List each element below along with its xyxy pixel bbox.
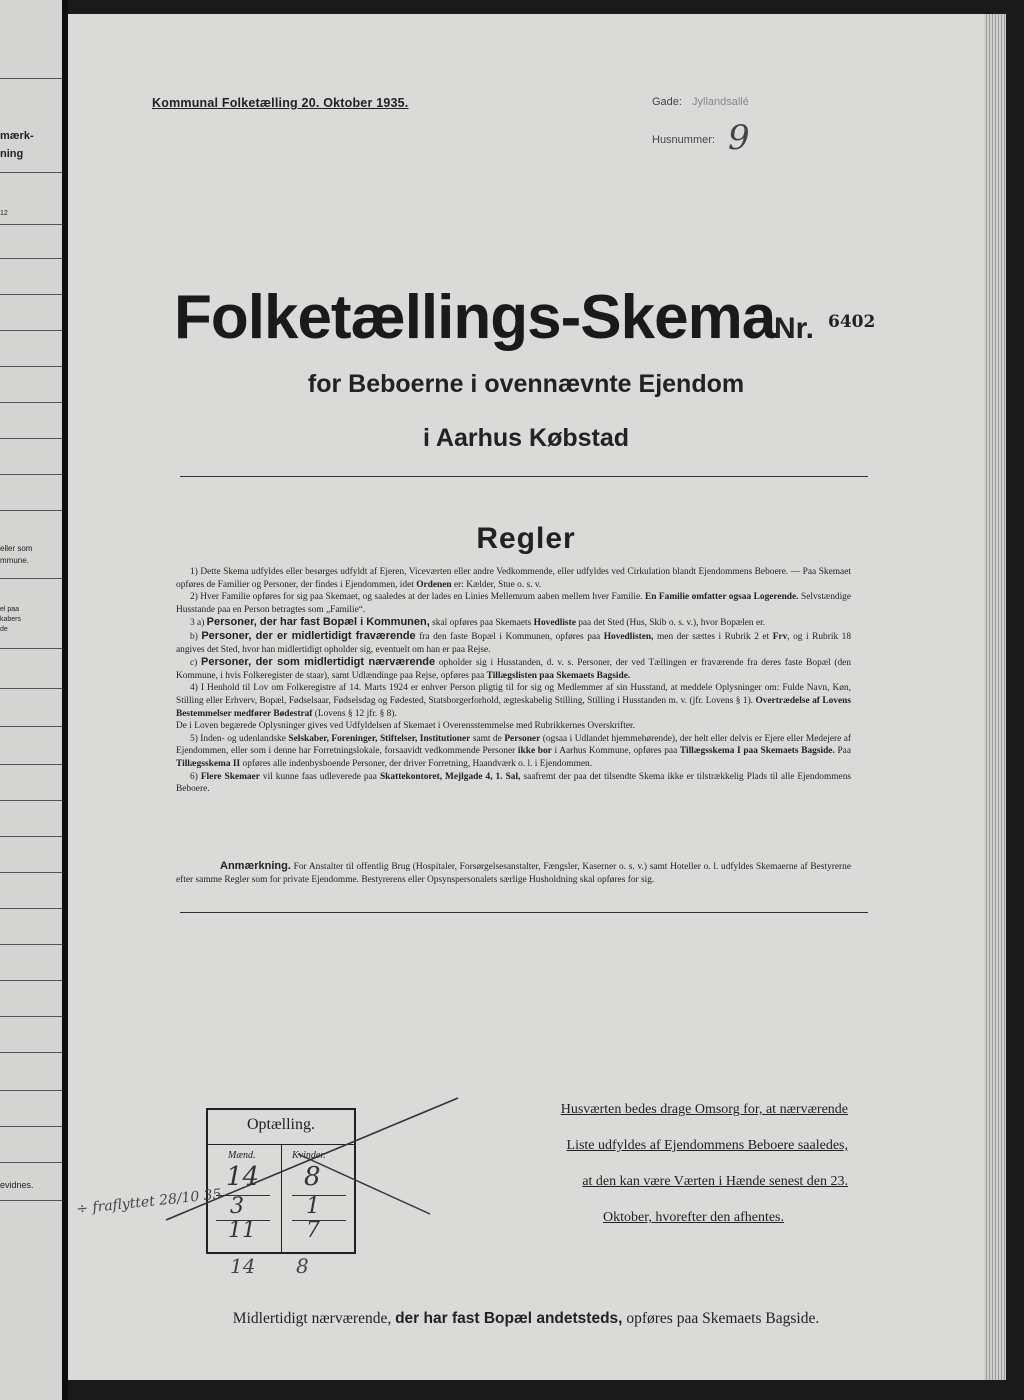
footer-part: Midlertidigt nærværende, [232,1310,392,1327]
house-number-value: 9 [728,118,750,158]
women-column-label: Kvinder. [292,1150,326,1161]
men-count: 11 [228,1218,256,1243]
footer-part: opføres paa Skemaets Bagside. [626,1310,820,1327]
divider [0,764,62,765]
form-subtitle-1: for Beboerne i ovennævnte Ejendom [307,370,745,398]
total-women: 8 [296,1254,309,1278]
divider [180,912,868,913]
left-fragment: evidnes. [0,1180,34,1190]
left-fragment: eller som [0,544,33,553]
form-title: Folketællings-Skema [174,283,776,352]
women-count: 8 [304,1162,321,1192]
previous-page-strip [0,0,62,1400]
handwritten-margin-note: ÷ fraflyttet 28/10 35 [75,1186,223,1218]
divider [0,908,62,909]
divider [0,1126,62,1127]
divider [0,980,62,981]
men-count: 3 [230,1194,244,1219]
left-fragment: ning [0,148,24,160]
divider [0,578,62,579]
instruction-line: Husværten bedes drage Omsorg for, at nærværende [560,1102,848,1117]
rule-4: 4) I Henhold til Lov om Folkeregistre af 14. Marts 1924 er enhver Person pligtig til for sig og Medlemmer af sin Husstand, at meddele Oplysninger om: Fulde Navn, Køn, Stilling eller Erhverv, Bopæl, Fødselsaar, Fødselsdag og Fødested, Statsborgerforhold, ægteskabelig Stilling, Stilling i Husstanden m. v. (jfr. Lovens § 1). Overtrædelse af Lovens Bestemmelser medfører Bødestraf (Lovens § 12 jfr. § 8). De i Loven begærede Oplysninger gives ved Udfyldelsen af Skemaet i Overensstemmelse med Rubrikkernes Overskrifter. [176,683,851,732]
divider [0,944,62,945]
instruction-line: at den kan være Værten i Hænde senest den 23. [582,1174,848,1189]
remark-label: Anmærkning. [220,860,291,872]
women-count: 7 [306,1218,320,1243]
divider [0,800,62,801]
left-fragment: de [0,626,8,633]
divider [0,258,62,259]
men-count: 14 [226,1162,260,1192]
street-label: Gade: [652,96,682,108]
rule-6: 6) Flere Skemaer vil kunne faas udleverede paa Skattekontoret, Mejlgade 4, 1. Sal, saafremt der paa det tilsendte Skema ikke er tilstrækkelig Plads til alle Ejendommens Beboere. [176,771,852,795]
street-value: Jyllandsallé [692,96,749,108]
remark-text: For Anstalter til offentlig Brug (Hospitaler, Forsørgelsesanstalter, Fængsler, Kaserner o. s. v.) samt Hoteller o. l. udfyldes Skemaerne af Bestyrerne efter samme Regler som for private Ejendomme. Bestyrerens eller Opsynspersonalets særlige Husholdning skal opføres for sig. [176,862,852,885]
rule-2: 2) Hver Familie opføres for sig paa Skemaet, og saaledes at der lades en Linies Mellemrum aaben mellem hver Familie. En Familie omfatter ogsaa Logerende. Selvstændige Husstande paa en Person betragtes som „Familie“. [176,592,852,615]
rule-3b: b) Personer, der er midlertidigt fraværende fra den faste Bopæl i Kommunen, opføres paa Hovedlisten, men der sættes i Rubrik 2 et Frv, og i Rubrik 18 angives det Sted, hvor han midlertidigt opholder sig, eventuelt om han er paa Rejse. [176,629,852,655]
footer-part: der har fast Bopæl andetsteds, [395,1310,623,1327]
remark-paragraph [176,860,851,886]
left-fragment: 12 [0,210,8,217]
women-count: 1 [306,1194,320,1219]
divider [0,726,62,727]
divider [0,1090,62,1091]
strike-through-mark [158,1094,468,1264]
divider [0,1162,62,1163]
left-fragment: mmune. [0,556,29,565]
rules-text [176,566,851,796]
form-number-value: 6402 [828,312,876,332]
divider [0,330,62,331]
left-fragment: kabers [0,616,22,623]
left-fragment: el paa [0,606,20,613]
divider [0,474,62,475]
instruction-line: Oktober, hvorefter den afhentes. [603,1210,784,1225]
page-edges [984,14,1006,1380]
form-subtitle-2: i Aarhus Købstad [422,424,630,452]
divider [0,1016,62,1017]
total-men: 14 [230,1254,256,1278]
left-fragment: mærk- [0,130,34,142]
divider [0,1052,62,1053]
rule-5: 5) Inden- og udenlandske Selskaber, Foreninger, Stiftelser, Institutioner samt de Personer (ogsaa i Udlandet hjemmehørende), der helt eller delvis er Ejere eller Medejere af Ejendommen, eller som i denne har Forretningslokale, forsaavidt vedkommende Personer ikke bor i Aarhus Kommune, opføres paa Tillægsskema I paa Skemaets Bagside. Paa Tillægsskema II opføres alle indenbysboende Personer, der driver Forretning, Haandværk o. l. i Ejendommen. [176,733,852,769]
divider [0,224,62,225]
divider [0,648,62,649]
rule-3c: c) Personer, der som midlertidigt nærværende opholder sig i Husstanden, d. v. s. Personer, der ved Tællingen er fraværende fra deres faste Bopæl (den Kommune, i hvis Folkeregister de staar), samt Udlændinge paa Rejse, opføres paa Tillægslisten paa Skemaets Bagside. [176,656,851,681]
footer-note [68,1310,984,1328]
census-header-title: Kommunal Folketælling 20. Oktober 1935. [152,96,409,110]
house-number-label: Husnummer: [652,134,715,146]
rule-3a: 3 a) Personer, der har fast Bopæl i Kommunen, skal opføres paa Skemaets Hovedliste paa det Sted (Hus, Skib o. s. v.), hvor Bopælen er. [190,616,766,629]
divider [0,402,62,403]
men-column-label: Mænd. [228,1150,256,1161]
form-number-label: Nr. [774,312,815,345]
divider [0,688,62,689]
instruction-line: Liste udfyldes af Ejendommens Beboere saaledes, [566,1138,848,1153]
divider [0,872,62,873]
rule-1: 1) Dette Skema udfyldes eller besørges udfyldt af Ejeren, Viceværten eller andre Vedkommende, eller udfyldes ved Cirkulation blandt Ejendommens Beboere. — Paa Skemaet opføres de Familier og Personer, der findes i Ejendommen, idet Ordenen er: Kælder, Stue o. s. v. [176,567,851,590]
divider [0,1200,62,1201]
census-form-page [68,14,984,1380]
divider [0,294,62,295]
divider [0,510,62,511]
divider [0,836,62,837]
divider [0,366,62,367]
divider [0,78,62,79]
divider [0,438,62,439]
count-box-title: Optælling. [246,1116,315,1133]
rules-heading: Regler [476,522,576,555]
divider [0,172,62,173]
divider [180,476,868,477]
